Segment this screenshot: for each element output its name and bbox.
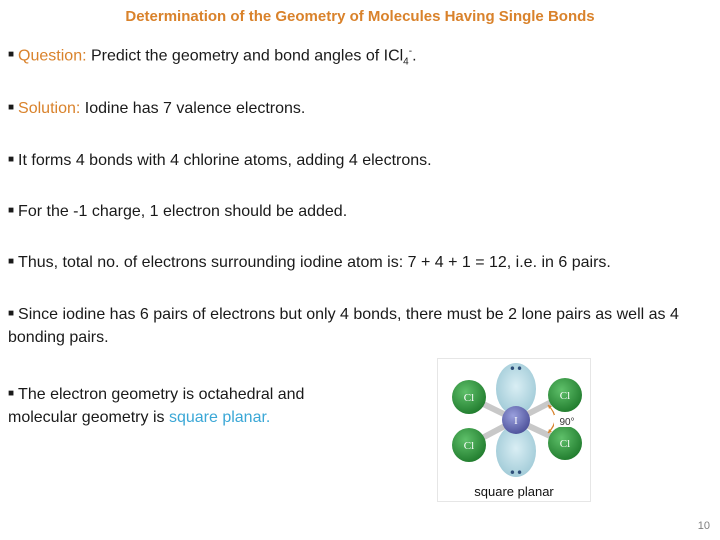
bullet-total-text: Thus, total no. of electrons surrounding iodine atom is: 7 + 4 + 1 = 12, i.e. in 6 pairs. <box>18 254 611 271</box>
question-text: Predict the geometry and bond angles of ICl <box>90 47 404 65</box>
cl-label: Cl <box>463 392 475 404</box>
solution-label: Solution: <box>18 100 81 117</box>
bullet-mark: ■ <box>8 102 15 113</box>
cl-label: Cl <box>559 438 571 450</box>
question-sup: - <box>408 46 413 57</box>
molecule-diagram <box>438 359 590 483</box>
question-sub: 4 <box>403 56 409 68</box>
figure-caption: square planar <box>474 484 554 499</box>
bullet-geometry-text: The electron geometry is octahedral and molecular geometry is <box>8 386 305 426</box>
solution-text: Iodine has 7 valence electrons. <box>84 100 306 117</box>
angle-arc <box>548 405 555 433</box>
bullet-question <box>8 40 417 74</box>
bullet-mark: ■ <box>8 256 15 267</box>
cl-label: Cl <box>559 390 571 402</box>
angle-label: 90° <box>559 417 575 428</box>
bullet-charge-text: For the -1 charge, 1 electron should be added. <box>18 203 348 220</box>
question-end: . <box>412 47 417 65</box>
bullet-lone-pairs <box>8 302 698 349</box>
iodine-label: I <box>514 415 518 427</box>
bullet-mark: ■ <box>8 205 15 216</box>
question-label: Question: <box>18 47 87 65</box>
slide-title: Determination of the Geometry of Molecules Having Single Bonds <box>125 8 595 25</box>
lone-pair-dots-top: •• <box>508 362 524 376</box>
geometry-highlight: square planar. <box>168 409 271 426</box>
bullet-total <box>8 250 611 274</box>
bullet-mark: ■ <box>8 49 15 61</box>
bullet-mark: ■ <box>8 388 15 399</box>
bullet-lone-pairs-text: Since iodine has 6 pairs of electrons but only 4 bonds, there must be 2 lone pairs as well as 4 bonding pairs. <box>8 306 679 346</box>
page-number: 10 <box>697 520 710 532</box>
bullet-geometry <box>8 382 368 429</box>
bullet-mark: ■ <box>8 308 15 319</box>
square-planar-figure <box>437 358 591 502</box>
cl-label: Cl <box>463 440 475 452</box>
bullet-charge <box>8 199 347 223</box>
bullet-mark: ■ <box>8 154 15 165</box>
lone-pair-dots-bottom: •• <box>508 466 524 480</box>
bullet-bonds-text: It forms 4 bonds with 4 chlorine atoms, adding 4 electrons. <box>18 152 432 169</box>
bullet-solution <box>8 96 305 120</box>
bullet-bonds <box>8 148 432 172</box>
